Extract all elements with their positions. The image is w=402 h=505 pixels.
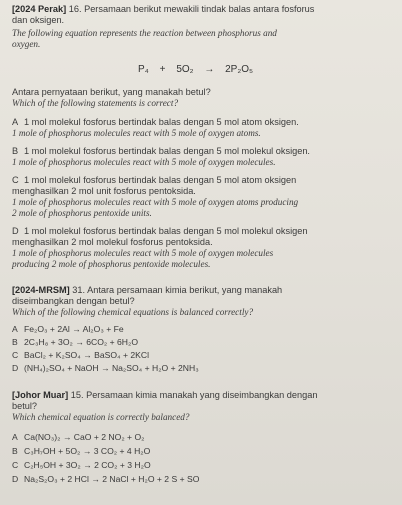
- q1-option-a-en: 1 mole of phosphorus molecules react with 5 mole of oxygen atoms.: [12, 128, 261, 138]
- q1-option-b-letter: B: [12, 146, 19, 156]
- q2-option-d-eq: (NH₄)₂SO₄ + NaOH → Na₂SO₄ + H₂O + 2NH₃: [24, 363, 199, 373]
- q3-option-b-letter: B: [12, 446, 18, 456]
- q3-option-c: [12, 460, 151, 471]
- q1-option-c-ms1: 1 mol molekul fosforus bertindak balas dengan 5 mol atom oksigen: [24, 175, 297, 185]
- q3-ms-line2: betul?: [12, 401, 38, 411]
- q1-option-d-ms2: menghasilkan 2 mol molekul fosforus pentoksida.: [12, 237, 213, 247]
- q1-option-d-en1: 1 mole of phosphorus molecules react with 5 mole of oxygen molecules: [12, 248, 274, 258]
- q3-option-a-eq: Ca(NO₃)₂ → CaO + 2 NO₂ + O₂: [24, 432, 145, 442]
- q1-option-d-ms1: 1 mol molekul fosforus bertindak balas dengan 5 mol molekul oksigen: [24, 226, 308, 236]
- q1-option-c-en1: 1 mole of phosphorus molecules react with 5 mole of oxygen atoms producing: [12, 197, 299, 207]
- q1-option-c: [12, 175, 296, 186]
- q2-option-b-letter: B: [12, 337, 18, 347]
- q3-option-a: [12, 432, 144, 443]
- q1-option-a: [12, 117, 299, 128]
- q3-option-d-letter: D: [12, 474, 19, 484]
- q1-eq-reactant2: 5O₂: [176, 64, 194, 75]
- q1-number: 16.: [68, 4, 82, 14]
- q3-header: [12, 390, 317, 401]
- q1-option-b-ms: 1 mol molekul fosforus bertindak balas dengan 5 mol molekul oksigen.: [24, 146, 310, 156]
- q2-option-c-letter: C: [12, 350, 19, 360]
- q1-option-c-en2: 2 mole of phosphorus pentoxide units.: [12, 208, 152, 218]
- q1-tag: [2024 Perak]: [12, 4, 67, 14]
- q1-option-d: [12, 226, 307, 237]
- q1-prompt-en: Which of the following statements is correct?: [12, 98, 179, 108]
- q3-ms-line1: Persamaan kimia manakah yang diseimbangkan dengan: [86, 390, 318, 400]
- q2-number: 31.: [72, 285, 86, 295]
- q1-option-a-ms: 1 mol molekul fosforus bertindak balas dengan 5 mol atom oksigen.: [24, 117, 299, 127]
- q3-option-d-eq: Na₂S₂O₃ + 2 HCl → 2 NaCl + H₂O + 2 S + SO: [24, 474, 200, 484]
- q2-option-a: [12, 324, 124, 335]
- q2-en-line1: Which of the following chemical equations is balanced correctly?: [12, 307, 254, 317]
- q2-ms-line2: diseimbangkan dengan betul?: [12, 296, 135, 306]
- q1-ms-line1: Persamaan berikut mewakili tindak balas antara fosforus: [84, 4, 315, 14]
- q3-option-a-letter: A: [12, 432, 18, 442]
- q3-number: 15.: [70, 390, 84, 400]
- q1-en-line1: The following equation represents the reaction between phosphorus and: [12, 28, 277, 38]
- q2-header: [12, 285, 282, 296]
- q2-option-b-eq: 2C₃H₈ + 3O₂ → 6CO₂ + 6H₂O: [24, 337, 139, 347]
- q1-option-b: [12, 146, 310, 157]
- q1-option-d-letter: D: [12, 226, 19, 236]
- q1-header: [12, 4, 314, 15]
- q3-option-b: [12, 446, 150, 457]
- q2-ms-line1: Antara persamaan kimia berikut, yang manakah: [87, 285, 283, 295]
- q1-option-c-ms2: menghasilkan 2 mol unit fosforus pentoksida.: [12, 186, 196, 196]
- q1-eq-plus: +: [159, 64, 166, 75]
- q3-option-d: [12, 474, 199, 485]
- q1-prompt-ms: Antara pernyataan berikut, yang manakah betul?: [12, 87, 211, 97]
- q2-option-d-letter: D: [12, 363, 19, 373]
- q3-option-c-letter: C: [12, 460, 19, 470]
- q2-option-b: [12, 337, 138, 348]
- q1-option-a-letter: A: [12, 117, 19, 127]
- q1-option-c-letter: C: [12, 175, 19, 185]
- q3-option-c-eq: C₂H₅OH + 3O₂ → 2 CO₂ + 3 H₂O: [24, 460, 151, 470]
- q2-tag: [2024-MRSM]: [12, 285, 70, 295]
- q1-option-b-en: 1 mole of phosphorus molecules react with 5 mole of oxygen molecules.: [12, 157, 276, 167]
- q2-option-a-eq: Fe₂O₃ + 2Al → Al₂O₃ + Fe: [24, 324, 124, 334]
- q2-option-d: [12, 363, 199, 374]
- q2-option-a-letter: A: [12, 324, 18, 334]
- q2-option-c-eq: BaCl₂ + K₂SO₄ → BaSO₄ + 2KCl: [24, 350, 149, 360]
- q1-eq-product: 2P₂O₅: [225, 64, 254, 75]
- q3-en-line1: Which chemical equation is correctly balanced?: [12, 412, 190, 422]
- q1-ms-line2: dan oksigen.: [12, 15, 65, 25]
- q1-en-line2: oxygen.: [12, 39, 41, 49]
- q1-equation: [138, 64, 253, 75]
- q1-eq-arrow: →: [204, 64, 215, 75]
- q3-tag: [Johor Muar]: [12, 390, 69, 400]
- q1-option-d-en2: producing 2 mole of phosphorus pentoxide molecules.: [12, 259, 211, 269]
- q2-option-c: [12, 350, 149, 361]
- q3-option-b-eq: C₃H₇OH + 5O₂ → 3 CO₂ + 4 H₂O: [24, 446, 151, 456]
- q1-eq-reactant1: P₄: [138, 64, 149, 75]
